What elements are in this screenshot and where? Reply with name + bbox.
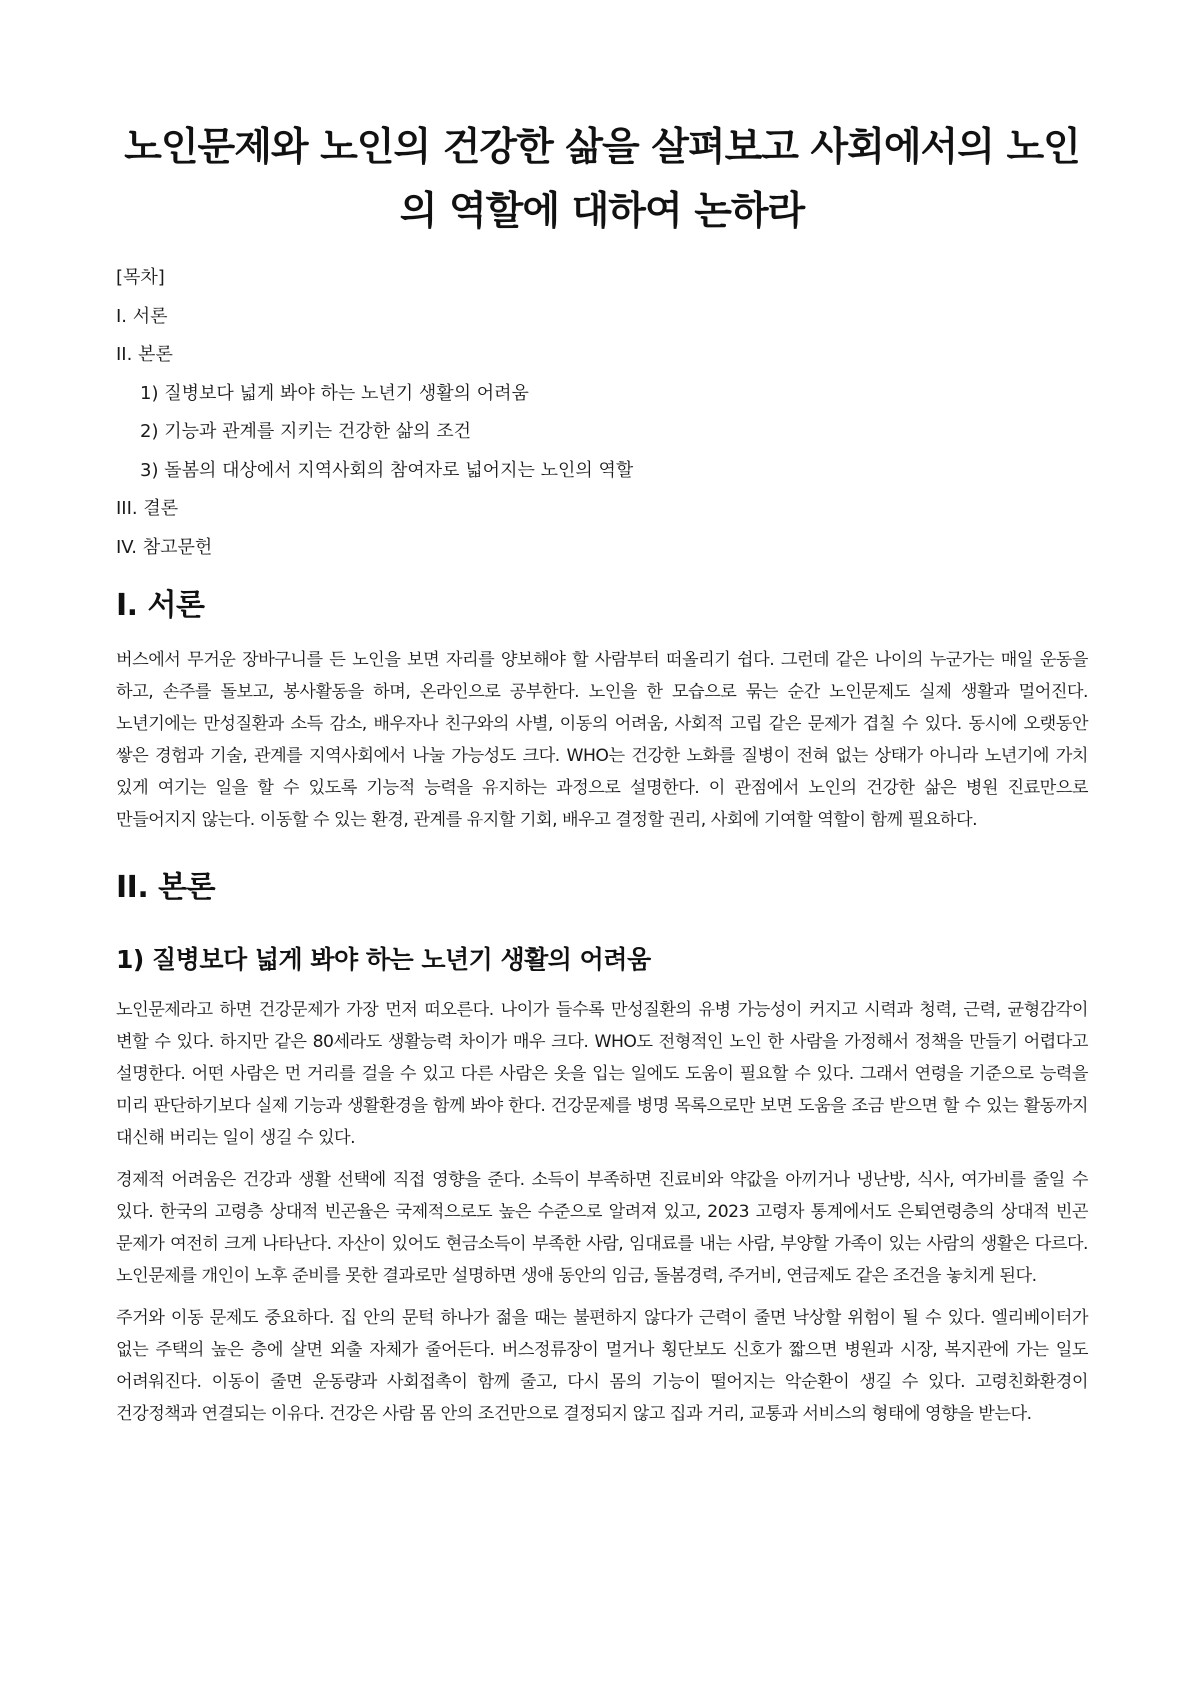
toc-item-references: IV. 참고문헌 (116, 536, 213, 558)
body-paragraph: 노인문제라고 하면 건강문제가 가장 먼저 떠오른다. 나이가 들수록 만성질환의 유병 가능성이 커지고 시력과 청력, 근력, 균형감각이 변할 수 있다. 하지만 같은 80세라도 생활능력 차이가 매우 크다. WHO도 전형적인 노인 한 사람을 가정해서 정책을 만들기 어렵다고 설명한다. 어떤 사람은 먼 거리를 걸을 수 있고 다른 사람은 옷을 입는 일에도 도움이 필요할 수 있다. 그래서 연령을 기준으로 능력을 미리 판단하기보다 실제 기능과 생활환경을 함께 봐야 한다. 건강문제를 병명 목록으로만 보면 도움을 조금 받으면 할 수 있는 활동까지 대신해 버리는 일이 생길 수 있다. (116, 999, 1088, 1148)
intro-paragraph: 버스에서 무거운 장바구니를 든 노인을 보면 자리를 양보해야 할 사람부터 떠올리기 쉽다. 그런데 같은 나이의 누군가는 매일 운동을 하고, 손주를 돌보고, 봉사활동을 하며, 온라인으로 공부한다. 노인을 한 모습으로 묶는 순간 노인문제도 실제 생활과 멀어진다. 노년기에는 만성질환과 소득 감소, 배우자나 친구와의 사별, 이동의 어려움, 사회적 고립 같은 문제가 겹칠 수 있다. 동시에 오랫동안 쌓은 경험과 기술, 관계를 지역사회에서 나눌 가능성도 크다. WHO는 건강한 노화를 질병이 전혀 없는 상태가 아니라 노년기에 가치 있게 여기는 일을 할 수 있도록 기능적 능력을 유지하는 과정으로 설명한다. 이 관점에서 노인의 건강한 삶은 병원 진료만으로 만들어지지 않는다. 이동할 수 있는 환경, 관계를 유지할 기회, 배우고 결정할 권리, 사회에 기여할 역할이 함께 필요하다. (116, 649, 1088, 830)
subsection-heading-1: 1) 질병보다 넓게 봐야 하는 노년기 생활의 어려움 (116, 944, 651, 974)
toc-item-body-3: 3) 돌봄의 대상에서 지역사회의 참여자로 넓어지는 노인의 역할 (140, 459, 634, 481)
toc-item-body-1: 1) 질병보다 넓게 봐야 하는 노년기 생활의 어려움 (140, 382, 529, 404)
toc-item-introduction: I. 서론 (116, 305, 168, 327)
section-heading-body: II. 본론 (116, 869, 216, 905)
toc-item-body-2: 2) 기능과 관계를 지키는 건강한 삶의 조건 (140, 421, 472, 442)
body-paragraph: 경제적 어려움은 건강과 생활 선택에 직접 영향을 준다. 소득이 부족하면 진료비와 약값을 아끼거나 냉난방, 식사, 여가비를 줄일 수 있다. 한국의 고령층 상대적 빈곤율은 국제적으로도 높은 수준으로 알려져 있고, 2023 고령자 통계에서도 은퇴연령층의 상대적 빈곤 문제가 여전히 크게 나타난다. 자산이 있어도 현금소득이 부족한 사람, 임대료를 내는 사람, 부양할 가족이 있는 사람의 생활은 다르다. 노인문제를 개인이 노후 준비를 못한 결과로만 설명하면 생애 동안의 임금, 돌봄경력, 주거비, 연금제도 같은 조건을 놓치게 된다. (116, 1169, 1088, 1286)
toc-item-conclusion: III. 결론 (116, 498, 179, 519)
section-heading-introduction: I. 서론 (116, 587, 205, 623)
body-paragraph: 주거와 이동 문제도 중요하다. 집 안의 문턱 하나가 젊을 때는 불편하지 않다가 근력이 줄면 낙상할 위험이 될 수 있다. 엘리베이터가 없는 주택의 높은 층에 살면 외출 자체가 줄어든다. 버스정류장이 멀거나 횡단보도 신호가 짧으면 병원과 시장, 복지관에 가는 일도 어려워진다. 이동이 줄면 운동량과 사회접촉이 함께 줄고, 다시 몸의 기능이 떨어지는 악순환이 생길 수 있다. 고령친화환경이 건강정책과 연결되는 이유다. 건강은 사람 몸 안의 조건만으로 결정되지 않고 집과 거리, 교통과 서비스의 형태에 영향을 받는다. (116, 1307, 1088, 1424)
toc-label: [목차] (116, 267, 165, 288)
table-of-contents (116, 266, 1088, 560)
document-title: 노인문제와 노인의 건강한 삶을 살펴보고 사회에서의 노인의 역할에 대하여 논하라 (124, 125, 1080, 234)
toc-item-body: II. 본론 (116, 344, 173, 365)
